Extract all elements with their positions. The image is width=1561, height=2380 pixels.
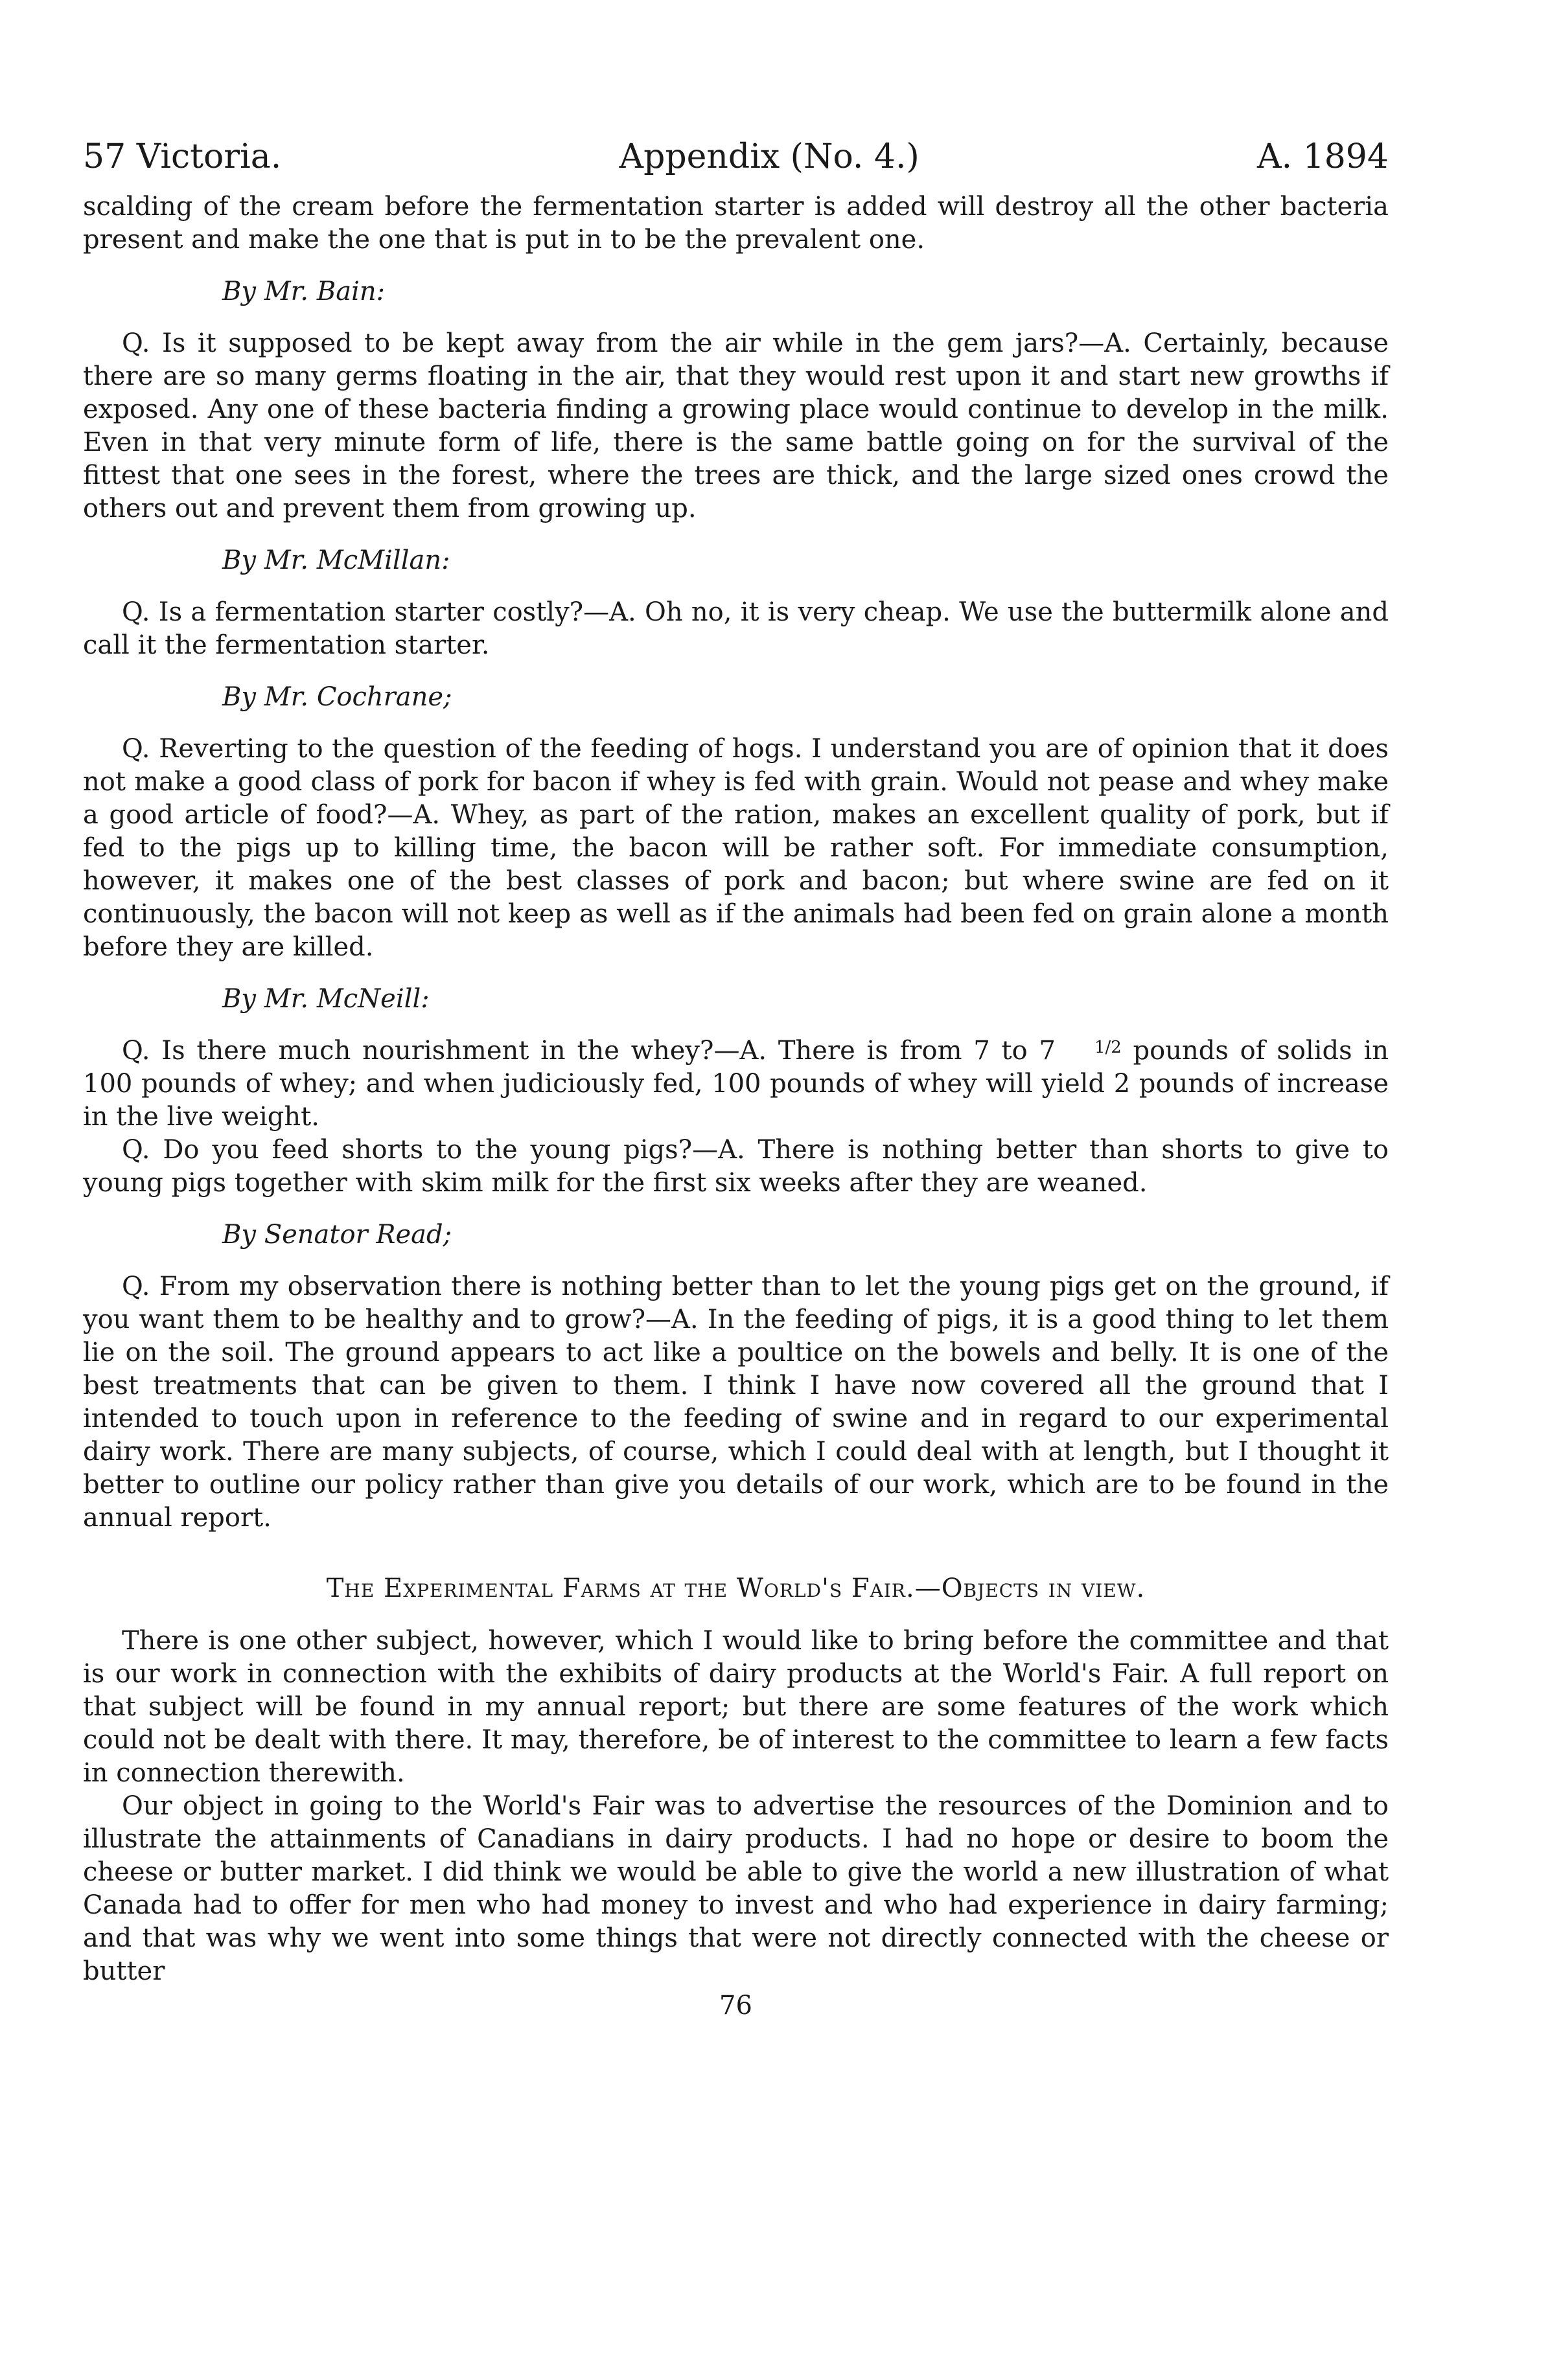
paragraph-objects: Our object in going to the World's Fair was to advertise the resources of the Dominion and to illustrate the attainments of Canadians in dairy products. I had no hope or desire to boom the cheese or butter market. I did think we would be able to give the world a new illustration of what Canada had to offer for men who had money to invest and who had experience in dairy farming; and that was why we went into some things that were not directly connected with the cheese or butter [83,1791,1389,1986]
body-text [83,190,1389,1988]
header-year: A. 1894 [1257,137,1389,176]
speaker-cochrane: By Mr. Cochrane; [222,682,452,712]
speaker-mcneill: By Mr. McNeill: [222,984,430,1014]
section-heading-worlds-fair: The Experimental Farms at the World's Fair.—Objects in view. [326,1573,1146,1603]
question-shorts: Q. Do you feed shorts to the young pigs?—A. There is nothing better than shorts to give to young pigs together with skim milk for the first six weeks after they are weaned. [83,1135,1389,1198]
running-header [83,137,1389,176]
fraction-half: 1/2 [1094,1038,1122,1057]
paragraph-continued: scalding of the cream before the fermentation starter is added will destroy all the other bacteria present and make the one that is put in to be the prevalent one. [83,192,1389,255]
speaker-bain: By Mr. Bain: [222,277,386,306]
page-number: 76 [719,1991,752,2020]
document-page [83,137,1389,2020]
question-feeding-hogs: Q. Reverting to the question of the feeding of hogs. I understand you are of opinion that it does not make a good class of pork for bacon if whey is fed with grain. Would not pease and whey make a good article of food?—A. Whey, as part of the ration, makes an excellent quality of pork, but if fed to the pigs up to killing time, the bacon will be rather soft. For immediate consumption, however, it makes one of the best classes of pork and bacon; but where swine are fed on it continuously, the bacon will not keep as well as if the animals had been fed on grain alone a month before they are killed. [83,734,1389,962]
question-gem-jars: Q. Is it supposed to be kept away from the air while in the gem jars?—A. Certainly, because there are so many germs floating in the air, that they would rest upon it and start new growths if exposed. Any one of these bacteria finding a growing place would continue to develop in the milk. Even in that very minute form of life, there is the same battle going on for the survival of the fittest that one sees in the forest, where the trees are thick, and the large sized ones crowd the others out and prevent them from growing up. [83,328,1389,523]
speaker-mcmillan: By Mr. McMillan: [222,545,450,575]
question-whey-nourishment [83,1035,1389,1134]
question-starter-cost: Q. Is a fermentation starter costly?—A. Oh no, it is very cheap. We use the buttermilk alone and call it the fermentation starter. [83,597,1389,660]
header-appendix: Appendix (No. 4.) [619,137,919,176]
question-young-pigs-ground: Q. From my observation there is nothing better than to let the young pigs get on the ground, if you want them to be healthy and to grow?—A. In the feeding of pigs, it is a good thing to let them lie on the soil. The ground appears to act like a poultice on the bowels and belly. It is one of the best treatments that can be given to them. I think I have now covered all the ground that I intended to touch upon in reference to the feeding of swine and in regard to our experimental dairy work. There are many subjects, of course, which I could deal with at length, but I thought it better to outline our policy rather than give you details of our work, which are to be found in the annual report. [83,1272,1389,1533]
whey-text-start: Q. Is there much nourishment in the whey?—A. There is from 7 to 7 [122,1036,1056,1066]
header-session: 57 Victoria. [83,137,282,176]
whey-text-end: pounds of solids in 100 pounds of whey; and when judiciously fed, 100 pounds of whey will yield 2 pounds of increase in the live weight. [83,1036,1389,1132]
speaker-read: By Senator Read; [222,1220,452,1250]
paragraph-exhibits: There is one other subject, however, which I would like to bring before the committee and that is our work in connection with the exhibits of dairy products at the World's Fair. A full report on that subject will be found in my annual report; but there are some features of the work which could not be dealt with there. It may, therefore, be of interest to the committee to learn a few facts in connection therewith. [83,1626,1389,1788]
